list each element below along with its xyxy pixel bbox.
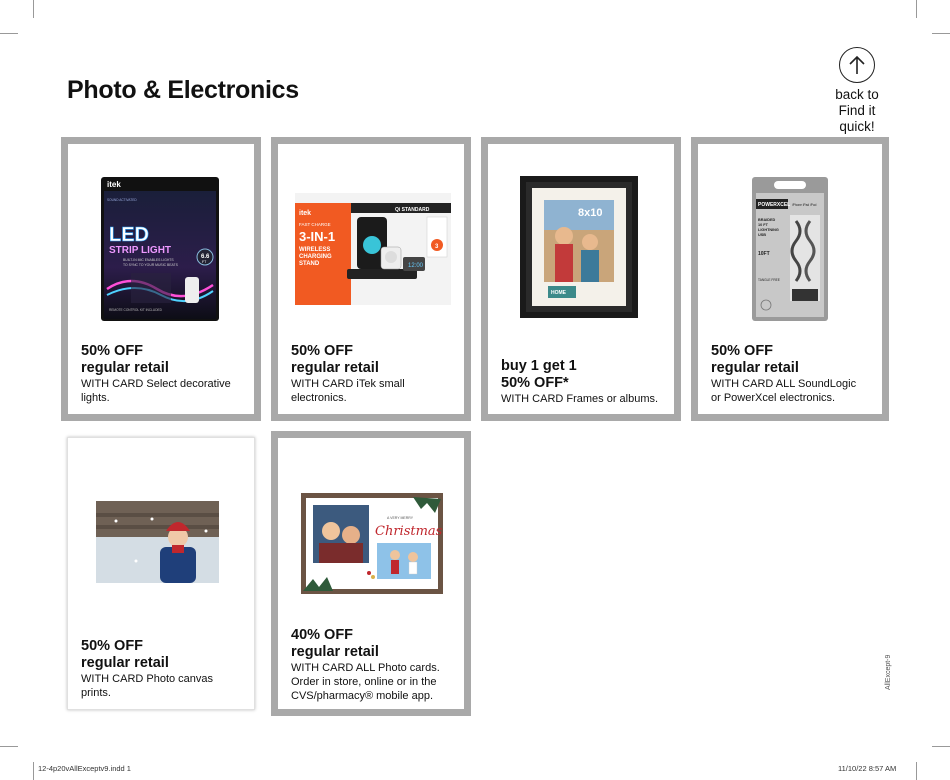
deal-card-frames-albums[interactable] bbox=[481, 137, 681, 421]
svg-text:12:00: 12:00 bbox=[408, 263, 424, 269]
crop-mark bbox=[33, 0, 34, 18]
product-tagline-2: TO SYNC TO YOUR MUSIC BEATS bbox=[123, 263, 178, 267]
footer-timestamp: 11/10/22 8:57 AM bbox=[838, 764, 897, 773]
product-length: 10FT bbox=[758, 251, 770, 257]
product-name-2: 10 FT bbox=[758, 223, 768, 227]
product-name-3: LIGHTNING bbox=[758, 228, 779, 232]
deal-detail: prints. bbox=[81, 687, 111, 699]
deal-subheadline: regular retail bbox=[291, 644, 379, 660]
side-slug-text: AllExcept-9 bbox=[885, 654, 892, 690]
wireless-charging-stand-package-image bbox=[295, 193, 451, 305]
deal-subheadline: regular retail bbox=[711, 360, 799, 376]
product-name-4: STAND bbox=[299, 261, 320, 267]
product-name-1: 3-IN-1 bbox=[299, 229, 336, 244]
product-brand: POWERXCEL bbox=[758, 202, 791, 208]
deal-card-photo-cards[interactable] bbox=[271, 431, 471, 716]
deal-detail: or PowerXcel electronics. bbox=[711, 392, 836, 404]
product-name-1: BRAIDED bbox=[758, 218, 776, 222]
deal-subheadline: regular retail bbox=[291, 360, 379, 376]
product-remote-note: REMOTE CONTROL KIT INCLUDED bbox=[109, 308, 162, 312]
deal-headline: 50% OFF bbox=[711, 343, 774, 359]
crop-mark bbox=[916, 762, 917, 780]
deal-headline: 40% OFF bbox=[291, 627, 354, 643]
deal-card-soundlogic-powerxcel[interactable] bbox=[691, 137, 889, 421]
photo-frame-product-image bbox=[520, 176, 638, 318]
card-word: Christmas bbox=[375, 524, 443, 539]
product-compat: iPhone iPad iPod bbox=[792, 203, 817, 207]
product-badge: SOUND ACTIVATED bbox=[107, 198, 137, 202]
product-name-4: USB bbox=[758, 233, 767, 237]
deal-detail: WITH CARD Select decorative bbox=[81, 378, 231, 390]
deal-detail: electronics. bbox=[291, 392, 347, 404]
product-size: 8x10 bbox=[578, 207, 603, 219]
back-link-line-2: Find it bbox=[838, 103, 876, 118]
crop-mark bbox=[0, 33, 18, 34]
crop-mark bbox=[33, 762, 34, 780]
page-title: Photo & Electronics bbox=[67, 76, 299, 104]
led-strip-light-package-image bbox=[101, 177, 219, 321]
product-name-2: WIRELESS bbox=[299, 247, 331, 253]
product-length-unit: FT bbox=[202, 260, 207, 264]
deal-detail: WITH CARD iTek small bbox=[291, 378, 405, 390]
product-label: HOME bbox=[551, 290, 566, 296]
product-count: 3 bbox=[435, 244, 439, 250]
christmas-photo-card-image bbox=[301, 493, 443, 594]
product-length: 6.6 bbox=[201, 254, 210, 260]
product-feature: TANGLE FREE bbox=[758, 278, 780, 282]
deal-detail: WITH CARD Photo canvas bbox=[81, 673, 214, 685]
product-name-2: STRIP LIGHT bbox=[109, 245, 172, 256]
deal-headline: 50% OFF bbox=[291, 343, 354, 359]
deal-detail: Order in store, online or in the bbox=[291, 676, 437, 688]
photo-canvas-print-image bbox=[96, 501, 219, 583]
deal-headline: buy 1 get 1 bbox=[501, 358, 577, 374]
deal-detail: WITH CARD Frames or albums. bbox=[501, 393, 659, 405]
deal-detail: WITH CARD ALL SoundLogic bbox=[711, 378, 857, 390]
lightning-cable-package-image bbox=[752, 177, 828, 321]
product-feature: FAST CHARGE bbox=[299, 222, 331, 227]
back-link-line-3: quick! bbox=[839, 119, 875, 134]
deal-detail: lights. bbox=[81, 392, 110, 404]
deal-card-photo-canvas[interactable] bbox=[67, 437, 255, 710]
footer-filename: 12-4p20vAllExceptv9.indd 1 bbox=[38, 764, 131, 773]
deal-subheadline: regular retail bbox=[81, 655, 169, 671]
deal-subheadline: regular retail bbox=[81, 360, 169, 376]
deal-detail: CVS/pharmacy® mobile app. bbox=[291, 690, 434, 702]
product-tagline-1: BUILT-IN MIC ENABLES LIGHTS bbox=[123, 258, 174, 262]
product-brand: itek bbox=[299, 210, 312, 217]
deal-headline: 50% OFF bbox=[81, 638, 144, 654]
crop-mark bbox=[932, 746, 950, 747]
crop-mark bbox=[0, 746, 18, 747]
product-name-1: LED bbox=[109, 224, 149, 246]
up-arrow-circle-icon bbox=[839, 47, 875, 83]
crop-mark bbox=[932, 33, 950, 34]
deal-card-led-lights[interactable] bbox=[61, 137, 261, 421]
back-link-line-1: back to bbox=[835, 87, 879, 102]
product-brand: itek bbox=[107, 180, 121, 189]
deal-card-itek-electronics[interactable] bbox=[271, 137, 471, 421]
back-to-find-it-quick-link[interactable] bbox=[832, 47, 882, 135]
product-standard: Qi STANDARD bbox=[395, 207, 430, 213]
crop-mark bbox=[916, 0, 917, 18]
deal-headline: 50% OFF bbox=[81, 343, 144, 359]
card-greeting: A VERY MERRY bbox=[387, 516, 414, 520]
product-name-3: CHARGING bbox=[299, 254, 332, 260]
deal-detail: WITH CARD ALL Photo cards. bbox=[291, 662, 440, 674]
deal-subheadline: 50% OFF* bbox=[501, 375, 569, 391]
